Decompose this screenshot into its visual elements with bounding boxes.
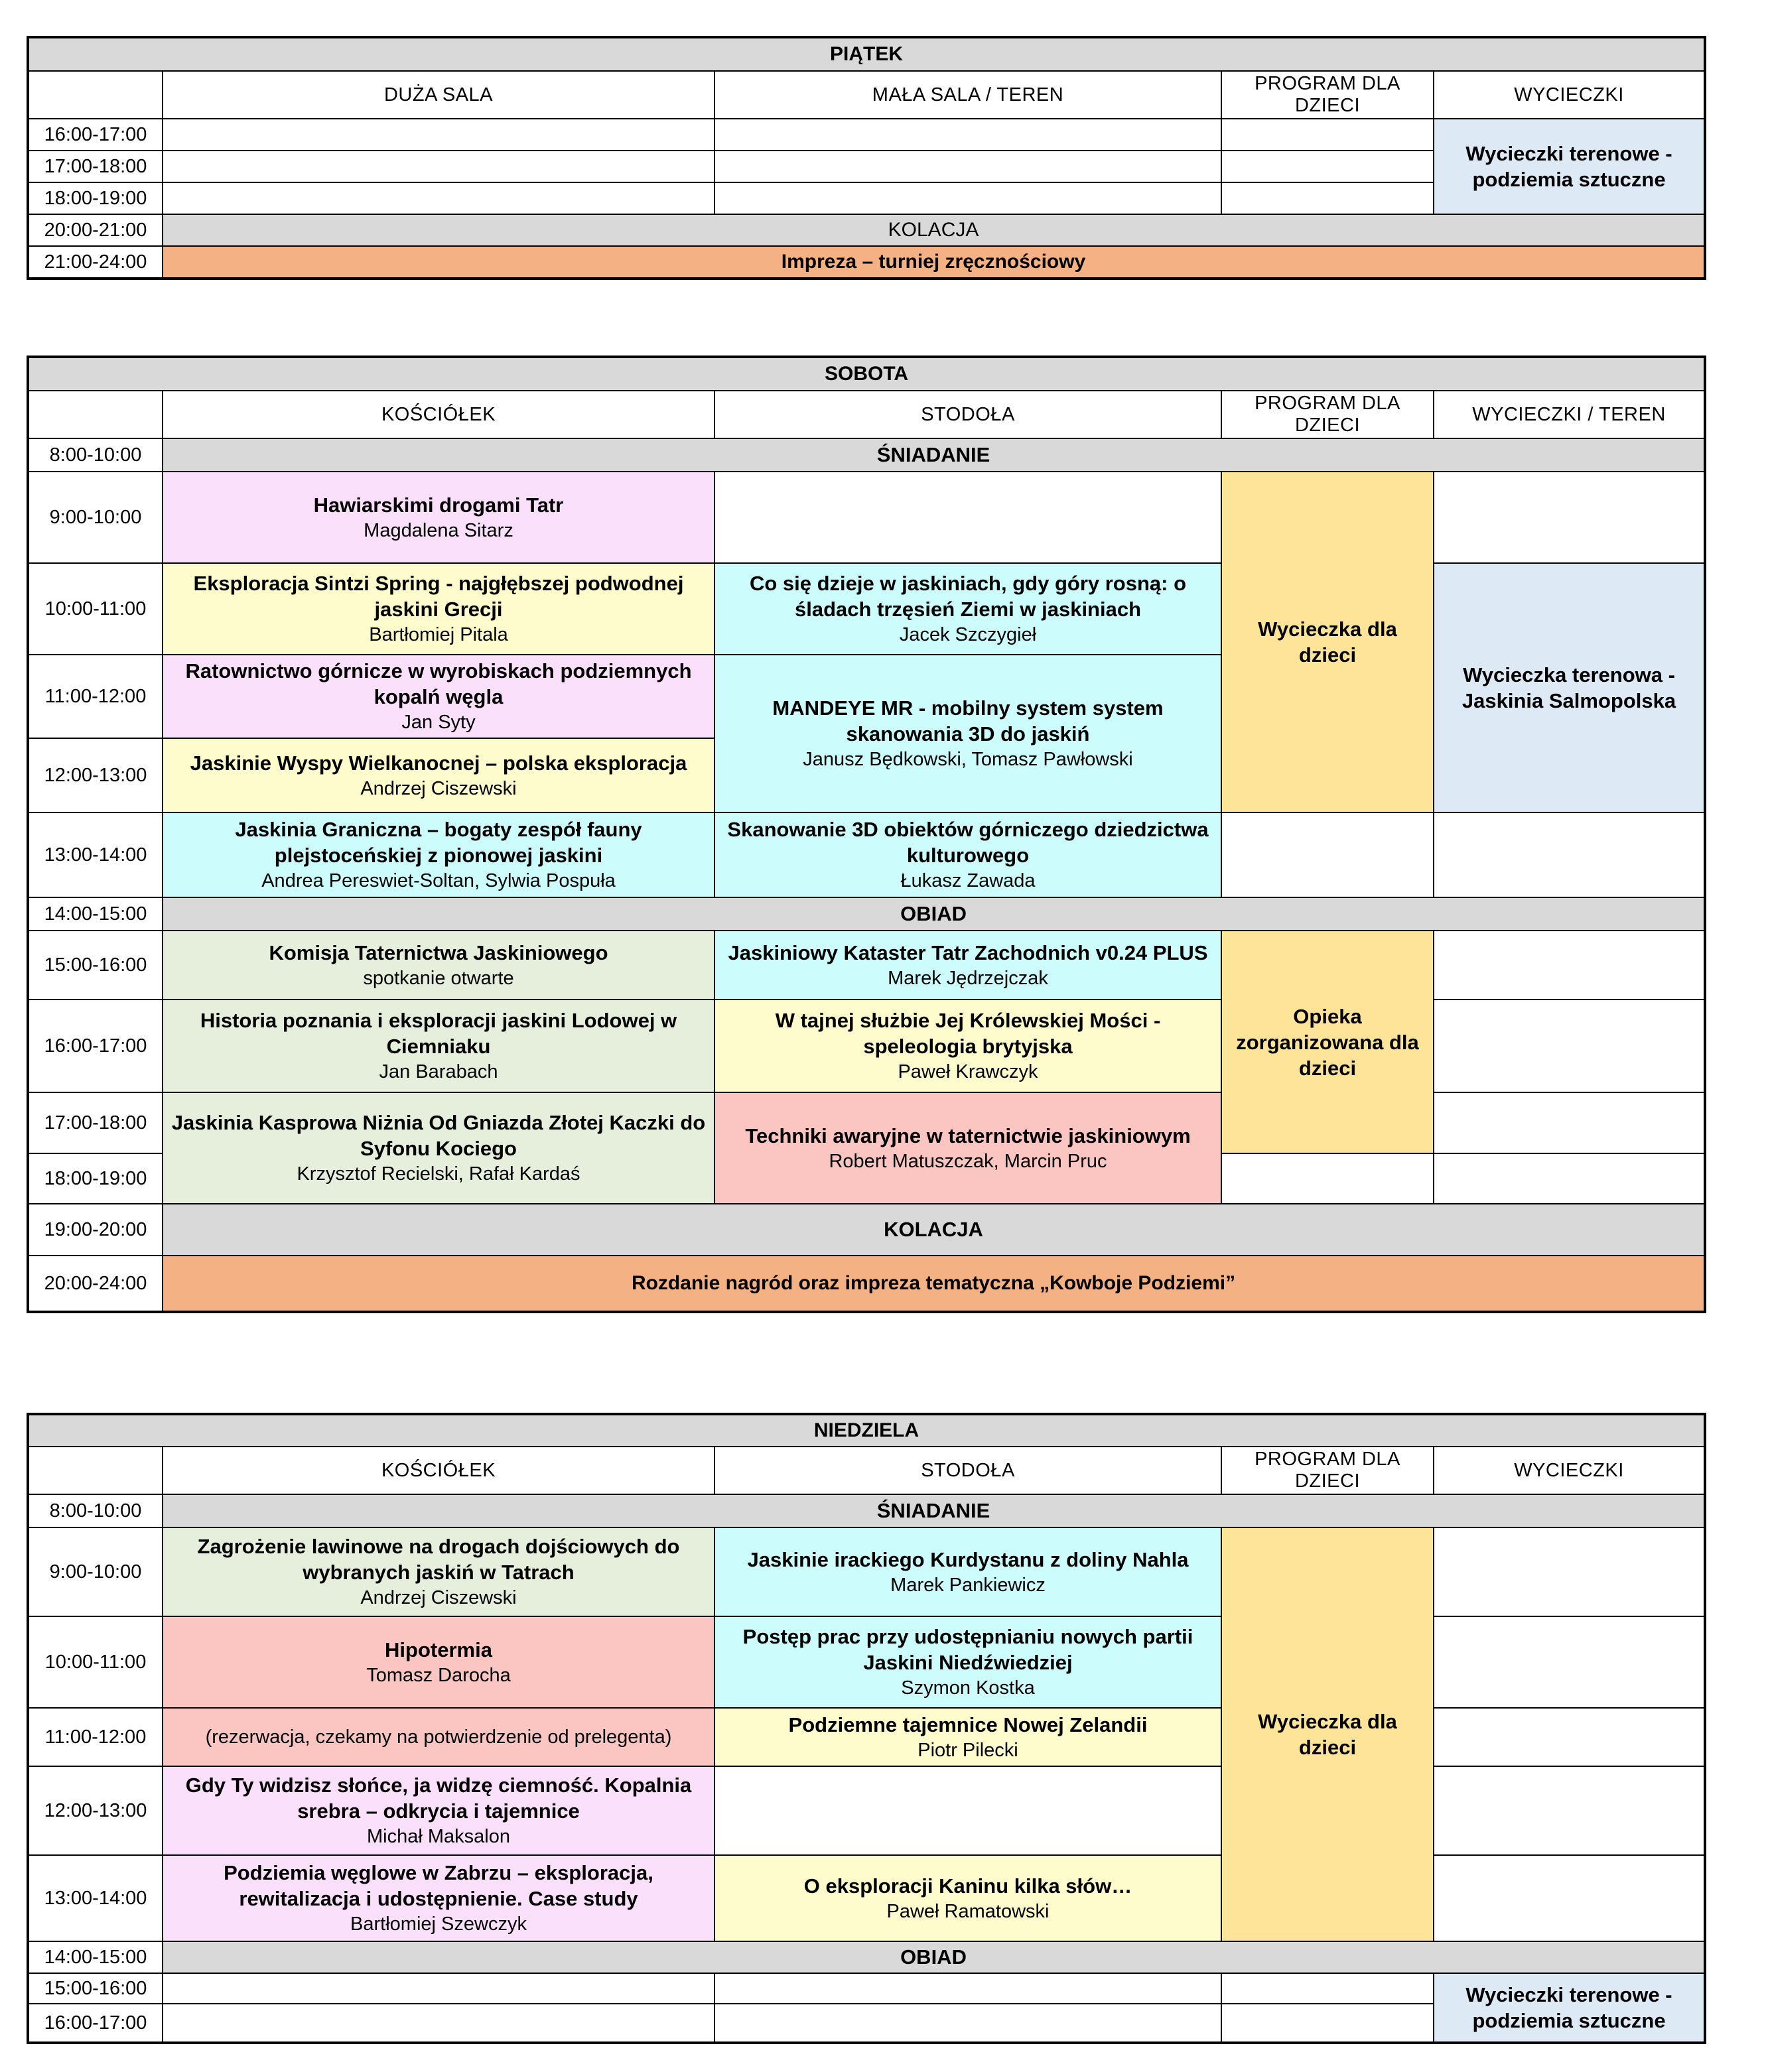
time-slot: 8:00-10:00 bbox=[29, 1494, 163, 1527]
time-slot: 9:00-10:00 bbox=[29, 1527, 163, 1616]
column-header: MAŁA SALA / TEREN bbox=[714, 71, 1221, 119]
talk-title: Jaskinie Wyspy Wielkanocnej – polska eksploracja bbox=[190, 751, 687, 775]
talk-cell bbox=[163, 931, 714, 1000]
talk-title: Gdy Ty widzisz słońce, ja widzę ciemność. Kopalnia srebra – odkrycia i tajemnice bbox=[185, 1774, 692, 1823]
talk-speaker: Janusz Będkowski, Tomasz Pawłowski bbox=[803, 749, 1133, 770]
talk-title: Hawiarskimi drogami Tatr bbox=[313, 493, 564, 517]
time-slot: 14:00-15:00 bbox=[29, 897, 163, 931]
time-slot: 15:00-16:00 bbox=[29, 1973, 163, 2004]
empty-cell bbox=[1221, 2004, 1434, 2042]
dinner-cell: KOLACJA bbox=[163, 214, 1704, 246]
empty-cell bbox=[1221, 119, 1434, 151]
reservation-cell: (rezerwacja, czekamy na potwierdzenie od prelegenta) bbox=[163, 1708, 714, 1766]
talk-cell bbox=[714, 812, 1221, 897]
talk-cell bbox=[714, 1855, 1221, 1941]
talk-title: Podziemne tajemnice Nowej Zelandii bbox=[788, 1713, 1148, 1736]
empty-cell bbox=[1434, 1766, 1704, 1855]
time-slot: 13:00-14:00 bbox=[29, 812, 163, 897]
talk-speaker: Piotr Pilecki bbox=[917, 1739, 1018, 1761]
column-header: WYCIECZKI / TEREN bbox=[1434, 391, 1704, 438]
talk-speaker: Robert Matuszczak, Marcin Pruc bbox=[829, 1150, 1107, 1172]
breakfast-cell: ŚNIADANIE bbox=[163, 438, 1704, 472]
party-cell: Rozdanie nagród oraz impreza tematyczna „Kowboje Podziemi” bbox=[163, 1256, 1704, 1311]
column-header: WYCIECZKI bbox=[1434, 71, 1704, 119]
column-header: PROGRAM DLA DZIECI bbox=[1221, 391, 1434, 438]
talk-title: Hipotermia bbox=[385, 1638, 492, 1661]
talk-speaker: Jacek Szczygieł bbox=[899, 624, 1037, 645]
friday-schedule bbox=[28, 37, 1705, 279]
empty-cell bbox=[714, 1973, 1221, 2004]
talk-speaker: Bartłomiej Szewczyk bbox=[350, 1913, 527, 1935]
time-slot: 13:00-14:00 bbox=[29, 1855, 163, 1941]
empty-cell bbox=[1434, 472, 1704, 563]
column-header: DUŻA SALA bbox=[163, 71, 714, 119]
talk-cell bbox=[163, 563, 714, 655]
talk-cell bbox=[163, 1092, 714, 1204]
empty-cell bbox=[1221, 812, 1434, 897]
talk-speaker: Andrea Pereswiet-Soltan, Sylwia Pospuła bbox=[261, 870, 616, 891]
talk-speaker: Jan Syty bbox=[401, 712, 476, 733]
talk-speaker: Krzysztof Recielski, Rafał Kardaś bbox=[297, 1163, 580, 1185]
talk-title: Historia poznania i eksploracji jaskini Lodowej w Ciemniaku bbox=[200, 1009, 677, 1058]
talk-speaker: Andrzej Ciszewski bbox=[360, 777, 517, 799]
trips-cell: Wycieczki terenowe - podziemia sztuczne bbox=[1434, 1973, 1704, 2042]
empty-cell bbox=[1221, 1153, 1434, 1204]
time-slot: 21:00-24:00 bbox=[29, 246, 163, 278]
time-slot: 12:00-13:00 bbox=[29, 738, 163, 812]
empty-cell bbox=[1221, 182, 1434, 214]
column-header: PROGRAM DLA DZIECI bbox=[1221, 1447, 1434, 1494]
corner-cell bbox=[29, 71, 163, 119]
talk-cell bbox=[163, 1766, 714, 1855]
column-header: STODOŁA bbox=[714, 391, 1221, 438]
empty-cell bbox=[1434, 1855, 1704, 1941]
saturday-schedule bbox=[28, 357, 1705, 1312]
talk-cell bbox=[714, 1616, 1221, 1708]
talk-title: Jaskinia Graniczna – bogaty zespół fauny plejstoceńskiej z pionowej jaskini bbox=[235, 818, 642, 867]
talk-speaker: Paweł Krawczyk bbox=[898, 1061, 1038, 1082]
day-title: PIĄTEK bbox=[29, 38, 1704, 71]
talk-title: Ratownictwo górnicze w wyrobiskach podziemnych kopalń węgla bbox=[185, 659, 692, 708]
talk-cell bbox=[714, 1092, 1221, 1204]
time-slot: 10:00-11:00 bbox=[29, 1616, 163, 1708]
time-slot: 11:00-12:00 bbox=[29, 655, 163, 738]
empty-cell bbox=[714, 182, 1221, 214]
talk-speaker: Paweł Ramatowski bbox=[886, 1900, 1050, 1922]
talk-speaker: Michał Maksalon bbox=[367, 1826, 510, 1847]
time-slot: 9:00-10:00 bbox=[29, 472, 163, 563]
time-slot: 20:00-21:00 bbox=[29, 214, 163, 246]
talk-cell bbox=[163, 1527, 714, 1616]
column-header: KOŚCIÓŁEK bbox=[163, 391, 714, 438]
time-slot: 16:00-17:00 bbox=[29, 1000, 163, 1092]
time-slot: 14:00-15:00 bbox=[29, 1941, 163, 1973]
column-header: STODOŁA bbox=[714, 1447, 1221, 1494]
trip-cell: Wycieczka terenowa - Jaskinia Salmopolska bbox=[1434, 563, 1704, 812]
breakfast-cell: ŚNIADANIE bbox=[163, 1494, 1704, 1527]
talk-cell bbox=[714, 1527, 1221, 1616]
time-slot: 19:00-20:00 bbox=[29, 1204, 163, 1256]
kids-care-cell: Opieka zorganizowana dla dzieci bbox=[1221, 931, 1434, 1153]
empty-cell bbox=[1434, 1153, 1704, 1204]
day-title: SOBOTA bbox=[29, 357, 1704, 391]
talk-cell bbox=[163, 655, 714, 738]
talk-cell bbox=[714, 1708, 1221, 1766]
trips-cell: Wycieczki terenowe - podziemia sztuczne bbox=[1434, 119, 1704, 214]
talk-cell bbox=[163, 1616, 714, 1708]
talk-cell bbox=[163, 472, 714, 563]
talk-title: W tajnej służbie Jej Królewskiej Mości - speleologia brytyjska bbox=[775, 1009, 1161, 1058]
empty-cell bbox=[1434, 1000, 1704, 1092]
talk-cell bbox=[163, 738, 714, 812]
talk-title: Jaskiniowy Kataster Tatr Zachodnich v0.24 PLUS bbox=[728, 940, 1208, 964]
time-slot: 12:00-13:00 bbox=[29, 1766, 163, 1855]
talk-speaker: spotkanie otwarte bbox=[363, 967, 514, 989]
empty-cell bbox=[714, 119, 1221, 151]
talk-title: Podziemia węglowe w Zabrzu – eksploracja, rewitalizacja i udostępnienie. Case study bbox=[224, 1861, 653, 1910]
empty-cell bbox=[1434, 1092, 1704, 1153]
empty-cell bbox=[163, 151, 714, 182]
empty-cell bbox=[1221, 151, 1434, 182]
empty-cell bbox=[163, 2004, 714, 2042]
talk-title: Techniki awaryjne w taternictwie jaskiniowym bbox=[745, 1124, 1191, 1147]
talk-cell bbox=[714, 563, 1221, 655]
talk-title: O eksploracji Kaninu kilka słów… bbox=[803, 1874, 1132, 1898]
kids-trip-cell: Wycieczka dla dzieci bbox=[1221, 1527, 1434, 1941]
time-slot: 17:00-18:00 bbox=[29, 1092, 163, 1153]
lunch-cell: OBIAD bbox=[163, 1941, 1704, 1973]
empty-cell bbox=[1434, 1527, 1704, 1616]
column-header: WYCIECZKI bbox=[1434, 1447, 1704, 1494]
dinner-cell: KOLACJA bbox=[163, 1204, 1704, 1256]
talk-cell bbox=[714, 1000, 1221, 1092]
talk-speaker: Marek Jędrzejczak bbox=[888, 967, 1048, 989]
talk-title: Zagrożenie lawinowe na drogach dojściowych do wybranych jaskiń w Tatrach bbox=[197, 1535, 680, 1584]
talk-cell bbox=[163, 1000, 714, 1092]
empty-cell bbox=[163, 182, 714, 214]
empty-cell bbox=[714, 1766, 1221, 1855]
time-slot: 11:00-12:00 bbox=[29, 1708, 163, 1766]
talk-speaker: Andrzej Ciszewski bbox=[360, 1587, 517, 1608]
talk-cell bbox=[714, 655, 1221, 812]
time-slot: 20:00-24:00 bbox=[29, 1256, 163, 1311]
time-slot: 16:00-17:00 bbox=[29, 119, 163, 151]
time-slot: 15:00-16:00 bbox=[29, 931, 163, 1000]
talk-speaker: Tomasz Darocha bbox=[366, 1664, 511, 1686]
corner-cell bbox=[29, 391, 163, 438]
talk-speaker: Marek Pankiewicz bbox=[890, 1574, 1046, 1596]
talk-title: Jaskinia Kasprowa Niżnia Od Gniazda Złotej Kaczki do Syfonu Kociego bbox=[171, 1111, 706, 1160]
empty-cell bbox=[1221, 1973, 1434, 2004]
talk-speaker: Bartłomiej Pitala bbox=[369, 624, 508, 645]
time-slot: 17:00-18:00 bbox=[29, 151, 163, 182]
talk-title: Jaskinie irackiego Kurdystanu z doliny Nahla bbox=[747, 1547, 1189, 1571]
talk-title: Eksploracja Sintzi Spring - najgłębszej podwodnej jaskini Grecji bbox=[193, 572, 684, 621]
time-slot: 16:00-17:00 bbox=[29, 2004, 163, 2042]
time-slot: 10:00-11:00 bbox=[29, 563, 163, 655]
talk-title: Skanowanie 3D obiektów górniczego dziedzictwa kulturowego bbox=[727, 818, 1209, 867]
empty-cell bbox=[163, 119, 714, 151]
empty-cell bbox=[714, 151, 1221, 182]
talk-speaker: Jan Barabach bbox=[379, 1061, 498, 1082]
sunday-schedule bbox=[28, 1414, 1705, 2043]
time-slot: 8:00-10:00 bbox=[29, 438, 163, 472]
talk-speaker: Łukasz Zawada bbox=[900, 870, 1036, 891]
talk-cell bbox=[714, 931, 1221, 1000]
empty-cell bbox=[1434, 931, 1704, 1000]
empty-cell bbox=[1434, 1708, 1704, 1766]
party-cell: Impreza – turniej zręcznościowy bbox=[163, 246, 1704, 278]
empty-cell bbox=[714, 472, 1221, 563]
empty-cell bbox=[714, 2004, 1221, 2042]
talk-title: Postęp prac przy udostępnianiu nowych partii Jaskini Niedźwiedziej bbox=[742, 1625, 1193, 1674]
empty-cell bbox=[1434, 812, 1704, 897]
time-slot: 18:00-19:00 bbox=[29, 1153, 163, 1204]
talk-cell bbox=[163, 1855, 714, 1941]
corner-cell bbox=[29, 1447, 163, 1494]
column-header: KOŚCIÓŁEK bbox=[163, 1447, 714, 1494]
talk-title: Co się dzieje w jaskiniach, gdy góry rosną: o śladach trzęsień Ziemi w jaskiniach bbox=[749, 572, 1187, 621]
talk-speaker: Szymon Kostka bbox=[901, 1677, 1035, 1699]
column-header: PROGRAM DLA DZIECI bbox=[1221, 71, 1434, 119]
time-slot: 18:00-19:00 bbox=[29, 182, 163, 214]
talk-title: Komisja Taternictwa Jaskiniowego bbox=[269, 940, 608, 964]
lunch-cell: OBIAD bbox=[163, 897, 1704, 931]
empty-cell bbox=[1434, 1616, 1704, 1708]
empty-cell bbox=[163, 1973, 714, 2004]
talk-speaker: Magdalena Sitarz bbox=[364, 519, 513, 541]
talk-cell bbox=[163, 812, 714, 897]
talk-title: MANDEYE MR - mobilny system system skanowania 3D do jaskiń bbox=[772, 696, 1164, 745]
kids-trip-cell: Wycieczka dla dzieci bbox=[1221, 472, 1434, 812]
day-title: NIEDZIELA bbox=[29, 1415, 1704, 1447]
